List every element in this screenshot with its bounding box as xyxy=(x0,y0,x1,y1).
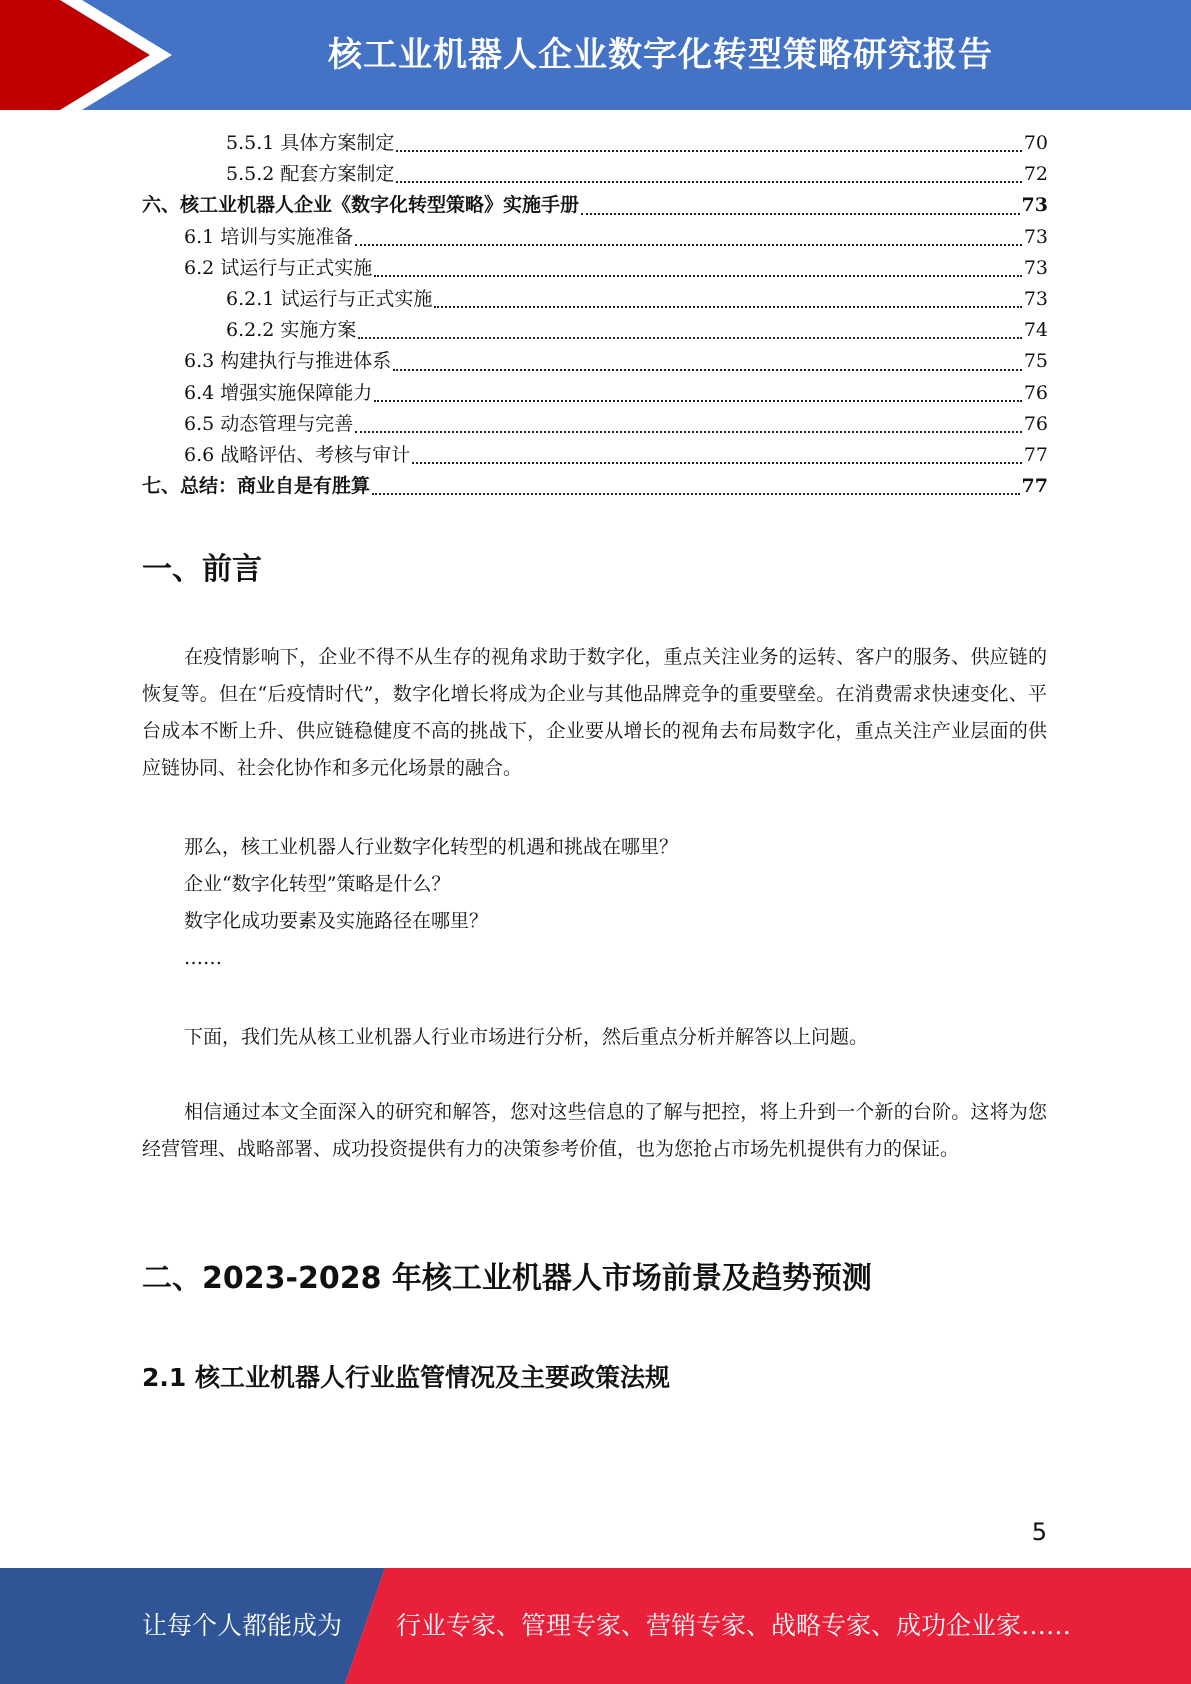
toc-entry-page: 75 xyxy=(1023,350,1048,373)
toc-leader-dots xyxy=(393,369,1022,371)
toc-entry[interactable] xyxy=(142,159,1048,190)
section-heading-market-outlook: 二、2023-2028 年核工业机器人市场前景及趋势预测 xyxy=(142,1261,872,1296)
question-item: 那么，核工业机器人行业数字化转型的机遇和挑战在哪里？ xyxy=(184,836,679,858)
toc-leader-dots xyxy=(412,462,1022,464)
toc-entry-label: 6.2.1 试运行与正式实施 xyxy=(226,287,433,310)
subsection-heading-regulation: 2.1 核工业机器人行业监管情况及主要政策法规 xyxy=(142,1363,670,1392)
toc-entry[interactable] xyxy=(142,315,1048,346)
toc-leader-dots xyxy=(396,181,1021,183)
toc-leader-dots xyxy=(355,431,1022,433)
toc-entry-page: 72 xyxy=(1023,163,1048,186)
toc-leader-dots xyxy=(372,493,1020,495)
toc-entry[interactable] xyxy=(142,190,1048,221)
toc-leader-dots xyxy=(581,213,1020,215)
toc-entry-label: 6.3 构建执行与推进体系 xyxy=(184,350,392,373)
footer-slogan-right: 行业专家、管理专家、营销专家、战略专家、成功企业家…… xyxy=(396,1611,1072,1640)
toc-entry-label: 5.5.1 具体方案制定 xyxy=(226,132,395,154)
toc-entry-page: 70 xyxy=(1023,132,1048,154)
toc-leader-dots xyxy=(374,275,1022,277)
preface-paragraph-2: 下面，我们先从核工业机器人行业市场进行分析，然后重点分析并解答以上问题。 xyxy=(184,1026,869,1048)
toc-leader-dots xyxy=(396,150,1021,152)
page-number: 5 xyxy=(1031,1518,1047,1546)
section-heading-preface: 一、前言 xyxy=(142,552,262,587)
footer-slogan-left: 让每个人都能成为 xyxy=(142,1611,343,1640)
toc-entry[interactable] xyxy=(142,128,1048,159)
toc-entry[interactable] xyxy=(142,253,1048,284)
toc-leader-dots xyxy=(358,337,1021,339)
toc-entry-page: 77 xyxy=(1021,475,1048,498)
toc-entry-label: 六、核工业机器人企业《数字化转型策略》实施手册 xyxy=(142,194,580,217)
table-of-contents xyxy=(142,128,1048,502)
toc-entry-page: 76 xyxy=(1023,412,1048,435)
toc-entry-page: 73 xyxy=(1023,287,1048,310)
question-list xyxy=(184,829,1044,977)
toc-entry[interactable] xyxy=(142,440,1048,471)
toc-entry-label: 6.2 试运行与正式实施 xyxy=(184,256,373,279)
preface-paragraph-3: 相信通过本文全面深入的研究和解答，您对这些信息的了解与把控，将上升到一个新的台阶。这将为您经营管理、战略部署、成功投资提供有力的决策参考价值，也为您抢占市场先机提供有力的保证。 xyxy=(142,1101,1047,1160)
toc-entry-page: 73 xyxy=(1021,194,1048,217)
toc-entry[interactable] xyxy=(142,409,1048,440)
toc-entry[interactable] xyxy=(142,378,1048,409)
toc-entry[interactable] xyxy=(142,471,1048,502)
toc-entry-page: 77 xyxy=(1023,443,1048,466)
toc-entry-label: 5.5.2 配套方案制定 xyxy=(226,163,395,186)
page-header xyxy=(0,0,1191,110)
toc-entry-label: 七、总结：商业自是有胜算 xyxy=(142,475,371,498)
toc-entry-page: 73 xyxy=(1023,256,1048,279)
toc-entry-label: 6.1 培训与实施准备 xyxy=(184,225,354,248)
toc-leader-dots xyxy=(374,400,1022,402)
toc-entry-label: 6.5 动态管理与完善 xyxy=(184,412,354,435)
toc-entry[interactable] xyxy=(142,284,1048,315)
preface-paragraph-1: 在疫情影响下，企业不得不从生存的视角求助于数字化，重点关注业务的运转、客户的服务、供应链的恢复等。但在“后疫情时代”，数字化增长将成为企业与其他品牌竞争的重要壁垒。在消费需求快速变化、平台成本不断上升、供应链稳健度不高的挑战下，企业要从增长的视角去布局数字化，重点关注产业层面的供应链协同、社会化协作和多元化场景的融合。 xyxy=(142,646,1047,779)
toc-leader-dots xyxy=(434,306,1021,308)
page-footer xyxy=(0,1568,1191,1684)
toc-entry-page: 76 xyxy=(1023,381,1048,404)
toc-leader-dots xyxy=(355,244,1022,246)
question-item: 企业“数字化转型”策略是什么？ xyxy=(184,873,451,895)
toc-entry-page: 73 xyxy=(1023,225,1048,248)
toc-entry-label: 6.2.2 实施方案 xyxy=(226,319,357,342)
toc-entry-label: 6.6 战略评估、考核与审计 xyxy=(184,443,411,466)
question-item: 数字化成功要素及实施路径在哪里？ xyxy=(184,910,489,932)
toc-entry-label: 6.4 增强实施保障能力 xyxy=(184,381,373,404)
toc-entry-page: 74 xyxy=(1023,319,1048,342)
question-item: …… xyxy=(184,947,222,969)
report-title: 核工业机器人企业数字化转型策略研究报告 xyxy=(328,35,993,75)
toc-entry[interactable] xyxy=(142,346,1048,377)
toc-entry[interactable] xyxy=(142,222,1048,253)
